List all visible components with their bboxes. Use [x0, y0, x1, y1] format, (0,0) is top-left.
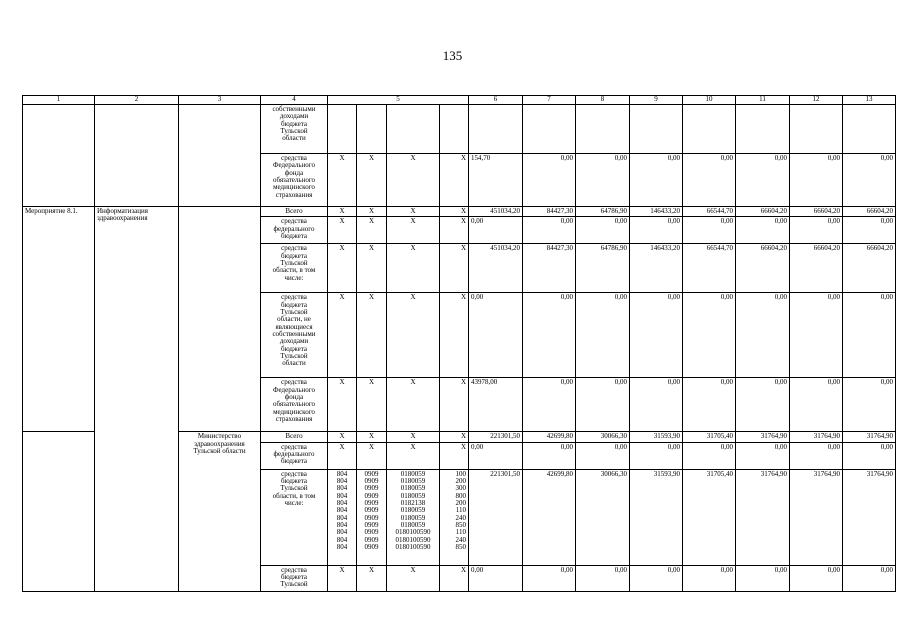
value-cell: 0,00 [843, 217, 896, 244]
header-cell: 10 [683, 96, 736, 105]
executor-cell: Министерство здравоохранения Тульской области [179, 432, 261, 591]
budget-code-column: 0909 0909 0909 0909 0909 0909 0909 0909 0909 0909 0909 [357, 469, 387, 565]
code-cell: X [328, 217, 357, 244]
value-cell: 31764,90 [843, 469, 896, 565]
value-cell: 31764,90 [790, 432, 843, 442]
value-cell: 0,00 [683, 154, 736, 207]
table-row [23, 105, 896, 154]
code-cell: X [328, 244, 357, 293]
value-cell: 84427,30 [523, 244, 576, 293]
header-cell: 9 [630, 96, 683, 105]
empty-cell [736, 105, 790, 154]
empty-cell [790, 105, 843, 154]
value-cell: 0,00 [790, 565, 843, 591]
code-cell: X [440, 378, 469, 432]
value-cell: 0,00 [630, 442, 683, 469]
value-cell: 66544,70 [683, 244, 736, 293]
measure-label: Мероприятие 8.1. [23, 207, 95, 432]
empty-cell [357, 105, 387, 154]
value-cell: 0,00 [630, 154, 683, 207]
value-cell: 0,00 [576, 293, 630, 378]
value-cell: 0,00 [843, 565, 896, 591]
value-cell: 0,00 [469, 442, 523, 469]
value-cell: 0,00 [576, 442, 630, 469]
code-cell: X [357, 217, 387, 244]
value-cell: 0,00 [790, 217, 843, 244]
measure-title: Информатизация здравоохранения [95, 207, 179, 592]
value-cell: 221301,50 [469, 469, 523, 565]
value-cell: 146433,20 [630, 244, 683, 293]
value-cell: 30066,30 [576, 469, 630, 565]
value-cell: 0,00 [523, 378, 576, 432]
budget-code-column: 0180059 0180059 0180059 0180059 0182138 0180059 0180059 0180059 0180100590 0180100590 0180100590 [387, 469, 440, 565]
empty-cell [179, 105, 261, 207]
header-row [23, 96, 896, 105]
value-cell: 154,70 [469, 154, 523, 207]
code-cell: X [357, 207, 387, 217]
value-cell: 146433,20 [630, 207, 683, 217]
value-cell: 0,00 [630, 565, 683, 591]
value-cell: 0,00 [790, 154, 843, 207]
code-cell: X [328, 207, 357, 217]
value-cell: 31593,90 [630, 469, 683, 565]
value-cell: 0,00 [683, 378, 736, 432]
value-cell: 66604,20 [790, 244, 843, 293]
value-cell: 0,00 [843, 293, 896, 378]
code-cell: X [357, 293, 387, 378]
code-cell: X [387, 442, 440, 469]
code-cell: X [440, 442, 469, 469]
code-cell: X [328, 432, 357, 442]
source-cell: собственными доходами бюджета Тульской области [261, 105, 328, 154]
code-cell: X [440, 217, 469, 244]
header-cell: 8 [576, 96, 630, 105]
value-cell: 66604,20 [790, 207, 843, 217]
value-cell: 31764,90 [843, 432, 896, 442]
value-cell: 0,00 [736, 565, 790, 591]
value-cell: 0,00 [523, 154, 576, 207]
value-cell: 221301,50 [469, 432, 523, 442]
value-cell: 0,00 [469, 293, 523, 378]
value-cell: 0,00 [736, 154, 790, 207]
value-cell: 66604,20 [736, 207, 790, 217]
value-cell: 0,00 [843, 154, 896, 207]
empty-cell [328, 105, 357, 154]
source-cell: средства Федерального фонда обязательного медицинского страхования [261, 378, 328, 432]
source-cell: средства бюджета Тульской области, не являющиеся собственными доходами бюджета Тульской области [261, 293, 328, 378]
header-cell: 1 [23, 96, 95, 105]
code-cell: X [387, 293, 440, 378]
value-cell: 30066,30 [576, 432, 630, 442]
page-number: 135 [442, 48, 463, 63]
header-cell: 6 [469, 96, 523, 105]
source-cell: средства федерального бюджета [261, 442, 328, 469]
code-cell: X [357, 442, 387, 469]
source-cell: средства бюджета Тульской [261, 565, 328, 591]
value-cell: 31593,90 [630, 432, 683, 442]
value-cell: 31705,40 [683, 469, 736, 565]
code-cell: X [387, 432, 440, 442]
header-cell: 3 [179, 96, 261, 105]
empty-cell [95, 105, 179, 207]
code-cell: X [328, 293, 357, 378]
code-cell: X [387, 207, 440, 217]
empty-cell [469, 105, 523, 154]
code-cell: X [440, 565, 469, 591]
code-cell: X [357, 154, 387, 207]
budget-table [22, 95, 896, 592]
value-cell: 451034,20 [469, 244, 523, 293]
value-cell: 0,00 [576, 565, 630, 591]
value-cell: 42699,80 [523, 469, 576, 565]
value-cell: 0,00 [736, 217, 790, 244]
source-cell: средства Федерального фонда обязательного медицинского страхования [261, 154, 328, 207]
code-cell: X [387, 244, 440, 293]
value-cell: 0,00 [523, 217, 576, 244]
value-cell: 84427,30 [523, 207, 576, 217]
value-cell: 0,00 [469, 565, 523, 591]
value-cell: 0,00 [790, 293, 843, 378]
budget-code-column: 100 200 300 800 200 110 240 850 110 240 850 [440, 469, 469, 565]
value-cell: 31764,90 [736, 469, 790, 565]
code-cell: X [440, 293, 469, 378]
value-cell: 64786,90 [576, 244, 630, 293]
code-cell: X [387, 217, 440, 244]
value-cell: 31764,90 [736, 432, 790, 442]
code-cell: X [357, 244, 387, 293]
header-cell: 5 [328, 96, 469, 105]
source-cell: средства федерального бюджета [261, 217, 328, 244]
empty-cell [523, 105, 576, 154]
empty-cell [683, 105, 736, 154]
empty-cell [179, 207, 261, 432]
empty-cell [23, 432, 95, 591]
value-cell: 31705,40 [683, 432, 736, 442]
empty-cell [387, 105, 440, 154]
value-cell: 0,00 [576, 154, 630, 207]
value-cell: 66604,20 [843, 244, 896, 293]
value-cell: 0,00 [576, 217, 630, 244]
empty-cell [630, 105, 683, 154]
code-cell: X [440, 432, 469, 442]
table-row [23, 207, 896, 217]
value-cell: 0,00 [736, 378, 790, 432]
value-cell: 0,00 [683, 565, 736, 591]
value-cell: 0,00 [469, 217, 523, 244]
empty-cell [843, 105, 896, 154]
code-cell: X [387, 154, 440, 207]
code-cell: X [357, 565, 387, 591]
value-cell: 0,00 [576, 378, 630, 432]
source-cell: средства бюджета Тульской области, в том числе: [261, 244, 328, 293]
code-cell: X [387, 565, 440, 591]
budget-code-column: 804 804 804 804 804 804 804 804 804 804 804 [328, 469, 357, 565]
code-cell: X [440, 207, 469, 217]
value-cell: 31764,90 [790, 469, 843, 565]
value-cell: 0,00 [523, 442, 576, 469]
empty-cell [23, 105, 95, 207]
header-cell: 7 [523, 96, 576, 105]
value-cell: 42699,80 [523, 432, 576, 442]
source-cell: Всего [261, 207, 328, 217]
code-cell: X [440, 244, 469, 293]
value-cell: 0,00 [790, 378, 843, 432]
empty-cell [440, 105, 469, 154]
value-cell: 0,00 [683, 442, 736, 469]
value-cell: 64786,90 [576, 207, 630, 217]
value-cell: 66604,20 [843, 207, 896, 217]
empty-cell [576, 105, 630, 154]
source-cell: Всего [261, 432, 328, 442]
value-cell: 0,00 [843, 442, 896, 469]
code-cell: X [440, 154, 469, 207]
header-cell: 13 [843, 96, 896, 105]
value-cell: 0,00 [736, 293, 790, 378]
value-cell: 66604,20 [736, 244, 790, 293]
value-cell: 0,00 [683, 217, 736, 244]
value-cell: 66544,70 [683, 207, 736, 217]
code-cell: X [328, 565, 357, 591]
header-cell: 2 [95, 96, 179, 105]
code-cell: X [357, 378, 387, 432]
value-cell: 451034,20 [469, 207, 523, 217]
value-cell: 0,00 [523, 293, 576, 378]
code-cell: X [328, 378, 357, 432]
value-cell: 0,00 [630, 293, 683, 378]
value-cell: 0,00 [683, 293, 736, 378]
value-cell: 0,00 [790, 442, 843, 469]
value-cell: 0,00 [630, 217, 683, 244]
code-cell: X [357, 432, 387, 442]
code-cell: X [328, 154, 357, 207]
value-cell: 0,00 [736, 442, 790, 469]
value-cell: 0,00 [523, 565, 576, 591]
header-cell: 12 [790, 96, 843, 105]
header-cell: 11 [736, 96, 790, 105]
value-cell: 43978,00 [469, 378, 523, 432]
value-cell: 0,00 [843, 378, 896, 432]
header-cell: 4 [261, 96, 328, 105]
value-cell: 0,00 [630, 378, 683, 432]
source-cell: средства бюджета Тульской области, в том числе: [261, 469, 328, 565]
code-cell: X [387, 378, 440, 432]
code-cell: X [328, 442, 357, 469]
